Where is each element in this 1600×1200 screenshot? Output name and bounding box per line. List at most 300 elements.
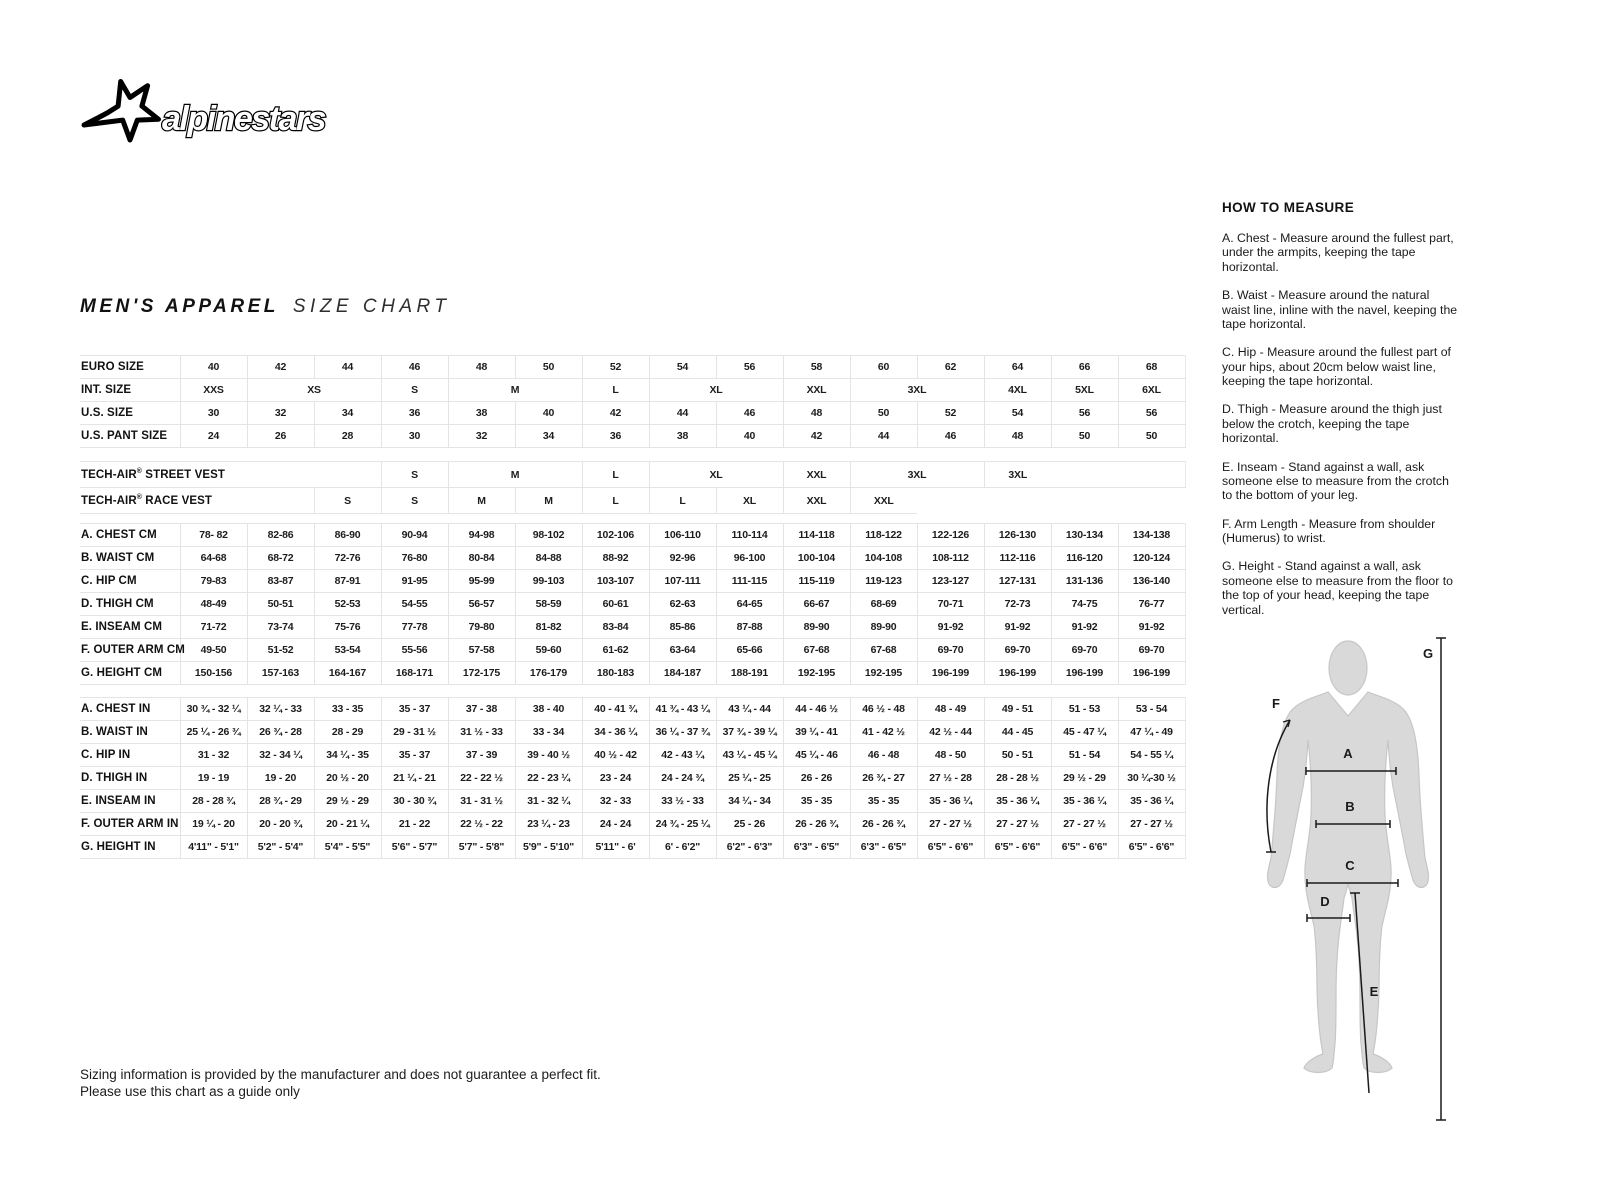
size-cell: 32 [247, 402, 314, 425]
size-cell: 103-107 [582, 570, 649, 593]
size-cell: 48 [783, 402, 850, 425]
size-cell: 31 - 32 [180, 744, 247, 767]
size-cell: 54 - 55 ¼ [1118, 744, 1185, 767]
row-label: U.S. PANT SIZE [80, 425, 180, 448]
size-cell: 28 - 28 ½ [984, 767, 1051, 790]
size-cell: 88-92 [582, 547, 649, 570]
size-cell: 33 - 35 [314, 698, 381, 721]
size-cell: 31 - 31 ½ [448, 790, 515, 813]
size-cell: XL [649, 379, 783, 402]
label-g: G [1422, 646, 1434, 661]
size-cell: XL [716, 488, 783, 514]
table-row [80, 488, 1185, 514]
size-cell: 78- 82 [180, 524, 247, 547]
how-to-measure-list [1222, 231, 1460, 617]
row-label: A. CHEST IN [80, 698, 180, 721]
size-cell: M [448, 488, 515, 514]
label-b: B [1345, 799, 1355, 814]
size-cell: 26 ¾ - 27 [850, 767, 917, 790]
size-cell: 40 [515, 402, 582, 425]
size-cell: 36 [582, 425, 649, 448]
size-cell: 119-123 [850, 570, 917, 593]
size-cell: 58 [783, 356, 850, 379]
size-cell: 3XL [984, 462, 1051, 488]
how-to-measure-heading: HOW TO MEASURE [1222, 200, 1355, 215]
size-cell: 26 - 26 ¾ [783, 813, 850, 836]
size-cell: 6'3" - 6'5" [850, 836, 917, 859]
size-cell: 114-118 [783, 524, 850, 547]
size-cell: 61-62 [582, 639, 649, 662]
size-cell: L [582, 379, 649, 402]
size-cell: 37 - 38 [448, 698, 515, 721]
row-label: F. OUTER ARM CM [80, 639, 180, 662]
page-title [80, 296, 450, 318]
size-cell: 37 ¾ - 39 ¼ [716, 721, 783, 744]
table-row [80, 639, 1185, 662]
size-cell: 112-116 [984, 547, 1051, 570]
size-cell: 6'2" - 6'3" [716, 836, 783, 859]
size-cell: 35 - 35 [850, 790, 917, 813]
table-row [80, 836, 1185, 859]
size-cell: M [448, 462, 582, 488]
size-cell: 130-134 [1051, 524, 1118, 547]
size-cell: 34 ¼ - 34 [716, 790, 783, 813]
size-cell: 50 [1118, 425, 1185, 448]
size-cell: 99-103 [515, 570, 582, 593]
size-cell: 48 [448, 356, 515, 379]
size-cell: XL [649, 462, 783, 488]
row-label: E. INSEAM IN [80, 790, 180, 813]
size-cell: 31 ½ - 33 [448, 721, 515, 744]
size-cell: 94-98 [448, 524, 515, 547]
size-cell: 131-136 [1051, 570, 1118, 593]
size-cell: 126-130 [984, 524, 1051, 547]
size-cell: 32 - 34 ¼ [247, 744, 314, 767]
size-cell: 136-140 [1118, 570, 1185, 593]
size-cell: 49-50 [180, 639, 247, 662]
size-cell: 68-72 [247, 547, 314, 570]
size-cell: 30 [180, 402, 247, 425]
size-cell: 52-53 [314, 593, 381, 616]
size-cell: 35 - 36 ¼ [1051, 790, 1118, 813]
size-cell: 96-100 [716, 547, 783, 570]
size-cell: 23 - 24 [582, 767, 649, 790]
size-cell: 74-75 [1051, 593, 1118, 616]
size-cell: 35 - 36 ¼ [917, 790, 984, 813]
size-cell: 23 ¼ - 23 [515, 813, 582, 836]
size-cell: 45 ¼ - 46 [783, 744, 850, 767]
size-cell: 108-112 [917, 547, 984, 570]
size-cell: 118-122 [850, 524, 917, 547]
size-cell: 44 [649, 402, 716, 425]
size-cell: 76-77 [1118, 593, 1185, 616]
page-title-primary: MEN'S APPAREL [80, 296, 279, 317]
size-cell: 54-55 [381, 593, 448, 616]
row-label: C. HIP IN [80, 744, 180, 767]
size-cell: 70-71 [917, 593, 984, 616]
size-cell: 50 [515, 356, 582, 379]
size-cell: L [649, 488, 716, 514]
size-cell: 172-175 [448, 662, 515, 685]
size-cell: 116-120 [1051, 547, 1118, 570]
size-cell: 196-199 [1051, 662, 1118, 685]
size-cell: XXL [783, 462, 850, 488]
size-cell: 87-88 [716, 616, 783, 639]
size-table-body [80, 356, 1185, 859]
size-cell: 64 [984, 356, 1051, 379]
size-cell: 176-179 [515, 662, 582, 685]
size-cell: 56-57 [448, 593, 515, 616]
size-cell: 44 [850, 425, 917, 448]
size-cell: 34 [515, 425, 582, 448]
size-cell: 68 [1118, 356, 1185, 379]
size-cell: 19 - 19 [180, 767, 247, 790]
size-cell: 46 [716, 402, 783, 425]
size-cell: 3XL [850, 462, 984, 488]
size-cell: 5'7" - 5'8" [448, 836, 515, 859]
size-cell: 180-183 [582, 662, 649, 685]
table-row [80, 813, 1185, 836]
size-cell: 111-115 [716, 570, 783, 593]
size-cell: 35 - 37 [381, 744, 448, 767]
size-cell: 52 [582, 356, 649, 379]
size-cell: 150-156 [180, 662, 247, 685]
size-cell: 35 - 36 ¼ [984, 790, 1051, 813]
size-cell: 6'5" - 6'6" [984, 836, 1051, 859]
size-cell: 5'9" - 5'10" [515, 836, 582, 859]
size-cell: 31 - 32 ¼ [515, 790, 582, 813]
size-cell: 27 - 27 ½ [984, 813, 1051, 836]
row-label: D. THIGH CM [80, 593, 180, 616]
size-cell: 86-90 [314, 524, 381, 547]
row-label: E. INSEAM CM [80, 616, 180, 639]
size-cell: 62 [917, 356, 984, 379]
size-cell: 106-110 [649, 524, 716, 547]
size-cell: 127-131 [984, 570, 1051, 593]
body-silhouette [1268, 641, 1429, 1073]
size-cell: 43 ¼ - 44 [716, 698, 783, 721]
size-cell: 85-86 [649, 616, 716, 639]
table-row [80, 524, 1185, 547]
size-cell: 196-199 [917, 662, 984, 685]
size-cell: 62-63 [649, 593, 716, 616]
size-cell: 6'5" - 6'6" [1118, 836, 1185, 859]
size-cell: 59-60 [515, 639, 582, 662]
table-gap [80, 685, 1185, 698]
size-cell: 40 - 41 ¾ [582, 698, 649, 721]
size-cell: S [381, 379, 448, 402]
size-cell: 24 - 24 ¾ [649, 767, 716, 790]
size-cell: 20 ½ - 20 [314, 767, 381, 790]
size-cell: 46 - 48 [850, 744, 917, 767]
blank-cell [917, 488, 1185, 514]
size-cell: 104-108 [850, 547, 917, 570]
label-a: A [1343, 746, 1353, 761]
size-cell: 27 - 27 ½ [1118, 813, 1185, 836]
size-cell: 49 - 51 [984, 698, 1051, 721]
size-cell: XXL [783, 379, 850, 402]
size-cell: 4XL [984, 379, 1051, 402]
table-row [80, 462, 1185, 488]
blank-cell [247, 462, 381, 488]
size-cell: 41 - 42 ½ [850, 721, 917, 744]
size-cell: 92-96 [649, 547, 716, 570]
row-label: A. CHEST CM [80, 524, 180, 547]
size-cell: 32 ¼ - 33 [247, 698, 314, 721]
size-cell: 83-84 [582, 616, 649, 639]
row-label: TECH-AIR® STREET VEST [80, 462, 180, 488]
size-cell: 50 [1051, 425, 1118, 448]
table-row [80, 547, 1185, 570]
size-cell: 89-90 [850, 616, 917, 639]
size-cell: 20 - 21 ¼ [314, 813, 381, 836]
size-cell: 30 ¼-30 ½ [1118, 767, 1185, 790]
size-cell: 66-67 [783, 593, 850, 616]
size-cell: 98-102 [515, 524, 582, 547]
size-cell: 196-199 [1118, 662, 1185, 685]
size-cell: 48 [984, 425, 1051, 448]
table-row [80, 616, 1185, 639]
row-label: D. THIGH IN [80, 767, 180, 790]
size-cell: 29 ½ - 29 [314, 790, 381, 813]
size-cell: 24 ¾ - 25 ¼ [649, 813, 716, 836]
row-label: U.S. SIZE [80, 402, 180, 425]
size-cell: 6' - 6'2" [649, 836, 716, 859]
size-cell: 80-84 [448, 547, 515, 570]
size-cell: 5'4" - 5'5" [314, 836, 381, 859]
row-label: TECH-AIR® RACE VEST [80, 488, 180, 514]
size-cell: XXL [783, 488, 850, 514]
size-cell: S [314, 488, 381, 514]
size-cell: 69-70 [917, 639, 984, 662]
size-cell: 40 [716, 425, 783, 448]
size-cell: M [448, 379, 582, 402]
size-cell: 91-95 [381, 570, 448, 593]
size-cell: L [582, 488, 649, 514]
size-cell: 46 [917, 425, 984, 448]
size-cell: 102-106 [582, 524, 649, 547]
size-cell: 36 [381, 402, 448, 425]
size-cell: 44 - 45 [984, 721, 1051, 744]
size-cell: 58-59 [515, 593, 582, 616]
size-cell: 79-83 [180, 570, 247, 593]
size-cell: 30 - 30 ¾ [381, 790, 448, 813]
label-d: D [1320, 894, 1330, 909]
how-to-measure-item: C. Hip - Measure around the fullest part of your hips, about 20cm below waist line, keeping the tape horizontal. [1222, 345, 1451, 388]
size-cell: 51-52 [247, 639, 314, 662]
size-cell: 42 [247, 356, 314, 379]
size-cell: 83-87 [247, 570, 314, 593]
size-cell: 115-119 [783, 570, 850, 593]
size-cell: 60 [850, 356, 917, 379]
size-cell: 34 [314, 402, 381, 425]
size-cell: 27 ½ - 28 [917, 767, 984, 790]
size-cell: 22 - 23 ¼ [515, 767, 582, 790]
size-cell: 19 - 20 [247, 767, 314, 790]
size-cell: 69-70 [1118, 639, 1185, 662]
size-cell: 39 ¼ - 41 [783, 721, 850, 744]
size-cell: 73-74 [247, 616, 314, 639]
size-cell: 38 [448, 402, 515, 425]
size-cell: 69-70 [1051, 639, 1118, 662]
row-label: G. HEIGHT IN [80, 836, 180, 859]
size-cell: 3XL [850, 379, 984, 402]
row-label: INT. SIZE [80, 379, 180, 402]
size-cell: 21 ¼ - 21 [381, 767, 448, 790]
size-cell: 6'3" - 6'5" [783, 836, 850, 859]
size-cell: 21 - 22 [381, 813, 448, 836]
table-row [80, 593, 1185, 616]
size-cell: 64-68 [180, 547, 247, 570]
size-cell: 54 [984, 402, 1051, 425]
blank-cell [247, 488, 314, 514]
size-cell: S [381, 462, 448, 488]
size-cell: M [515, 488, 582, 514]
size-cell: 51 - 54 [1051, 744, 1118, 767]
size-cell: 110-114 [716, 524, 783, 547]
size-cell: 19 ¼ - 20 [180, 813, 247, 836]
row-label: B. WAIST CM [80, 547, 180, 570]
size-cell: 68-69 [850, 593, 917, 616]
size-cell: 67-68 [850, 639, 917, 662]
how-to-measure-item: B. Waist - Measure around the natural waist line, inline with the navel, keeping the tape horizontal. [1222, 288, 1458, 331]
size-cell: 46 [381, 356, 448, 379]
size-cell: 76-80 [381, 547, 448, 570]
size-cell: 77-78 [381, 616, 448, 639]
logo-wordmark: alpinestars [162, 100, 326, 138]
size-cell: 24 - 24 [582, 813, 649, 836]
size-cell: 38 [649, 425, 716, 448]
size-cell: 42 [783, 425, 850, 448]
size-cell: 157-163 [247, 662, 314, 685]
size-cell: 5XL [1051, 379, 1118, 402]
size-cell: 75-76 [314, 616, 381, 639]
table-row [80, 790, 1185, 813]
size-cell: 48 - 49 [917, 698, 984, 721]
table-row [80, 721, 1185, 744]
size-cell: 196-199 [984, 662, 1051, 685]
size-cell: 69-70 [984, 639, 1051, 662]
size-cell: 56 [1051, 402, 1118, 425]
size-cell: 24 [180, 425, 247, 448]
size-cell: 30 [381, 425, 448, 448]
size-cell: 56 [1118, 402, 1185, 425]
size-cell: 6XL [1118, 379, 1185, 402]
size-cell: 188-191 [716, 662, 783, 685]
size-cell: 67-68 [783, 639, 850, 662]
table-row [80, 767, 1185, 790]
table-row [80, 744, 1185, 767]
size-cell: 53 - 54 [1118, 698, 1185, 721]
size-cell: 39 - 40 ½ [515, 744, 582, 767]
size-cell: 57-58 [448, 639, 515, 662]
size-cell: 66 [1051, 356, 1118, 379]
size-cell: 95-99 [448, 570, 515, 593]
size-cell: 52 [917, 402, 984, 425]
size-cell: 37 - 39 [448, 744, 515, 767]
size-cell: 123-127 [917, 570, 984, 593]
star-icon [84, 82, 159, 141]
size-cell: 192-195 [783, 662, 850, 685]
size-cell: 38 - 40 [515, 698, 582, 721]
how-to-measure-item: D. Thigh - Measure around the thigh just below the crotch, keeping the tape horizontal. [1222, 402, 1442, 446]
size-cell: 25 ¼ - 25 [716, 767, 783, 790]
size-cell: 28 - 29 [314, 721, 381, 744]
footer-note [80, 1066, 601, 1101]
row-label: G. HEIGHT CM [80, 662, 180, 685]
size-cell: XS [247, 379, 381, 402]
size-cell: 45 - 47 ¼ [1051, 721, 1118, 744]
size-cell: 42 ½ - 44 [917, 721, 984, 744]
size-cell: 27 - 27 ½ [1051, 813, 1118, 836]
size-cell: 32 [448, 425, 515, 448]
size-cell: 40 [180, 356, 247, 379]
size-cell: 32 - 33 [582, 790, 649, 813]
size-cell: 72-76 [314, 547, 381, 570]
table-row [80, 356, 1185, 379]
size-cell: 34 ¼ - 35 [314, 744, 381, 767]
size-cell: 72-73 [984, 593, 1051, 616]
size-cell: 122-126 [917, 524, 984, 547]
size-cell: 6'5" - 6'6" [917, 836, 984, 859]
table-row [80, 379, 1185, 402]
size-cell: 28 ¾ - 29 [247, 790, 314, 813]
size-cell: 26 - 26 [783, 767, 850, 790]
how-to-measure-item: E. Inseam - Stand against a wall, ask someone else to measure from the crotch to the bottom of your leg. [1222, 459, 1449, 503]
footer-line-2: Please use this chart as a guide only [80, 1084, 300, 1100]
size-cell: 29 - 31 ½ [381, 721, 448, 744]
size-cell: 26 - 26 ¾ [850, 813, 917, 836]
size-cell: 64-65 [716, 593, 783, 616]
label-e: E [1369, 984, 1379, 999]
size-cell: 60-61 [582, 593, 649, 616]
size-cell: 22 ½ - 22 [448, 813, 515, 836]
size-cell: 91-92 [984, 616, 1051, 639]
size-cell: 100-104 [783, 547, 850, 570]
size-cell: 5'6" - 5'7" [381, 836, 448, 859]
size-cell: 48 - 50 [917, 744, 984, 767]
table-row [80, 698, 1185, 721]
size-cell: L [582, 462, 649, 488]
size-cell: 40 ½ - 42 [582, 744, 649, 767]
blank-cell [1051, 462, 1118, 488]
size-cell: 56 [716, 356, 783, 379]
size-cell: 164-167 [314, 662, 381, 685]
size-cell: 20 - 20 ¾ [247, 813, 314, 836]
size-cell: 34 - 36 ¼ [582, 721, 649, 744]
table-row [80, 570, 1185, 593]
size-cell: 134-138 [1118, 524, 1185, 547]
row-label: C. HIP CM [80, 570, 180, 593]
size-cell: 54 [649, 356, 716, 379]
size-cell: 90-94 [381, 524, 448, 547]
size-cell: 81-82 [515, 616, 582, 639]
size-cell: 43 ¼ - 45 ¼ [716, 744, 783, 767]
size-cell: 26 [247, 425, 314, 448]
size-cell: 44 [314, 356, 381, 379]
size-cell: 50 - 51 [984, 744, 1051, 767]
size-cell: 28 [314, 425, 381, 448]
size-cell: 4'11" - 5'1" [180, 836, 247, 859]
size-cell: 35 - 37 [381, 698, 448, 721]
size-cell: 44 - 46 ½ [783, 698, 850, 721]
size-cell: 48-49 [180, 593, 247, 616]
size-cell: 55-56 [381, 639, 448, 662]
row-label: EURO SIZE [80, 356, 180, 379]
size-cell: 91-92 [1051, 616, 1118, 639]
label-f: F [1272, 696, 1280, 711]
size-cell: 41 ¾ - 43 ¼ [649, 698, 716, 721]
